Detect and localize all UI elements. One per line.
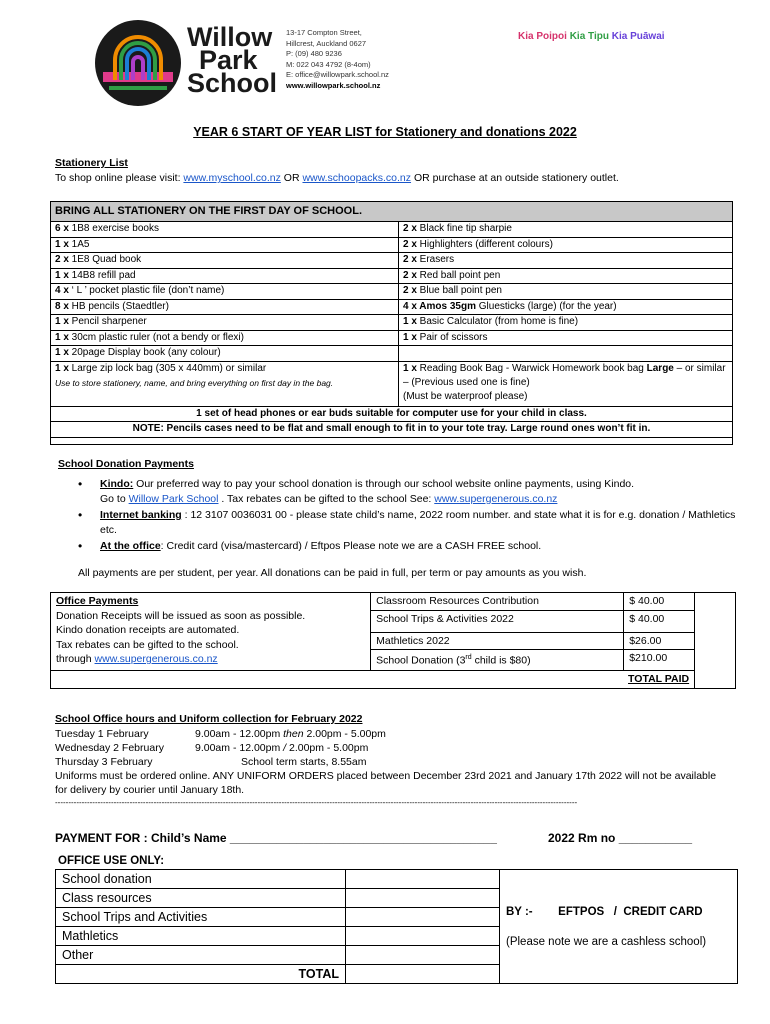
supergenerous-link[interactable]: www.supergenerous.co.nz xyxy=(94,653,218,665)
office-payments-info: Office Payments Donation Receipts will be issued as soon as possible. Kindo donation receipts are automated. Tax rebates can be gifted to the school. through www.supergenerous.co.nz xyxy=(51,593,371,671)
stationery-row xyxy=(51,346,733,362)
stationery-item-left: 6 x 1B8 exercise books xyxy=(51,222,399,238)
total-label: TOTAL xyxy=(56,965,346,984)
mobile-line: M: 022 043 4792 (8-4om) xyxy=(286,59,371,69)
stationery-row xyxy=(51,237,733,253)
stationery-item-right: 2 x Black fine tip sharpie xyxy=(399,222,733,238)
stationery-item-left: 1 x 20page Display book (any colour) xyxy=(51,346,399,362)
uniform-note: Uniforms must be ordered online. ANY UNIFORM ORDERS placed between December 23rd 2021 and January 17th 2022 will not be available for delivery by courier until January 18th. xyxy=(55,770,717,796)
stationery-heading: Stationery List xyxy=(55,157,128,169)
amount-box[interactable] xyxy=(346,946,500,965)
office-use-label: School donation xyxy=(56,870,346,889)
stationery-table-heading: BRING ALL STATIONERY ON THE FIRST DAY OF SCHOOL. xyxy=(51,202,733,222)
office-use-label: School Trips and Activities xyxy=(56,908,346,927)
stationery-row xyxy=(51,222,733,238)
address-line: Hillcrest, Auckland 0627 xyxy=(286,38,367,48)
fee-label: School Trips & Activities 2022 xyxy=(371,610,624,632)
amount-box[interactable] xyxy=(346,927,500,946)
office-use-heading: OFFICE USE ONLY: xyxy=(58,855,165,867)
myschool-link[interactable]: www.myschool.co.nz xyxy=(183,172,281,184)
office-payments-heading: Office Payments xyxy=(56,595,139,607)
brand-park: Park xyxy=(199,45,258,75)
room-number-field[interactable]: 2022 Rm no ___________ xyxy=(548,831,693,845)
zip-bag-cell: 1 x Large zip lock bag (305 x 440mm) or similar Use to store stationery, name, and bring everything on first day in the bag. xyxy=(51,361,399,406)
cut-line-divider: ---------------------------------------------------------------------------------------------------------------------------------------------------------------------------------------------------- xyxy=(55,798,578,807)
total-paid-label: TOTAL PAID xyxy=(51,671,695,689)
stationery-row xyxy=(51,268,733,284)
page-title: YEAR 6 START OF YEAR LIST for Stationery and donations 2022 xyxy=(193,125,577,139)
amount-box[interactable] xyxy=(346,870,500,889)
motto-part: Kia Tipu xyxy=(569,31,609,42)
amount-box[interactable] xyxy=(346,908,500,927)
total-box[interactable] xyxy=(346,965,500,984)
schoopacks-link[interactable]: www.schoopacks.co.nz xyxy=(302,172,412,184)
brand-school: School xyxy=(187,68,278,98)
office-payments-table xyxy=(50,592,736,689)
stationery-item-right: 2 x Erasers xyxy=(399,253,733,269)
school-motto xyxy=(518,31,665,42)
supergenerous-link[interactable]: www.supergenerous.co.nz xyxy=(434,492,558,505)
stationery-row xyxy=(51,330,733,346)
stationery-row xyxy=(51,299,733,315)
brand-willow: Willow xyxy=(187,22,273,52)
internet-banking-item: • Internet banking : 12 3107 0036031 00 - please state child’s name, 2022 room number. and state what it is for e.g. donation / Mathletics etc. xyxy=(78,508,738,537)
stationery-item-right: 1 x Pair of scissors xyxy=(399,330,733,346)
office-use-label: Other xyxy=(56,946,346,965)
office-use-label: Mathletics xyxy=(56,927,346,946)
motto-part: Kia Poipoi xyxy=(518,31,567,42)
fee-amount: $ 40.00 xyxy=(624,610,695,632)
hours-row: Thursday 3 February School term starts, 8.55am xyxy=(55,756,367,768)
school-logo xyxy=(95,18,280,108)
logo-emblem xyxy=(95,20,181,106)
stationery-item-right: 2 x Red ball point pen xyxy=(399,268,733,284)
fee-label: Mathletics 2022 xyxy=(371,632,624,650)
zip-bag-note: Use to store stationery, name, and bring everything on first day in the bag. xyxy=(55,377,334,388)
contact-details xyxy=(286,28,389,91)
email-line: E: office@willowpark.school.nz xyxy=(286,70,389,79)
office-hours-heading: School Office hours and Uniform collection for February 2022 xyxy=(55,713,363,725)
stationery-item-right: 4 x Amos 35gm Gluesticks (large) (for the year) xyxy=(399,299,733,315)
address-line: 13-17 Compton Street, xyxy=(286,28,362,37)
office-payment-item: • At the office: Credit card (visa/mastercard) / Eftpos Please note we are a CASH FREE school. xyxy=(78,539,738,554)
fee-label: School Donation (3rd child is $80) xyxy=(371,650,624,671)
reading-bag-cell: 1 x Reading Book Bag - Warwick Homework book bag Large – or similar – (Previous used one is fine) (Must be waterproof please) xyxy=(399,361,733,406)
website-link[interactable]: www.willowpark.school.nz xyxy=(286,80,381,90)
rainbow-arch-icon xyxy=(95,20,181,106)
shop-online-text: To shop online please visit: www.myschool.co.nz OR www.schoopacks.co.nz OR purchase at an outside stationery outlet. xyxy=(55,172,619,184)
fee-amount: $ 40.00 xyxy=(624,593,695,611)
stationery-table xyxy=(50,201,733,445)
payment-method-options: BY :- EFTPOS / CREDIT CARD xyxy=(506,905,703,918)
stationery-row xyxy=(51,284,733,300)
stationery-item-right: 2 x Blue ball point pen xyxy=(399,284,733,300)
pencil-case-note: NOTE: Pencils cases need to be flat and small enough to fit in to your tote tray. Large round ones won’t fit in. xyxy=(51,422,733,438)
hours-row: Wednesday 2 February 9.00am - 12.00pm / 2.00pm - 5.00pm xyxy=(55,742,369,754)
phone-line: P: (09) 480 9236 xyxy=(286,49,342,58)
fee-amount: $26.00 xyxy=(624,632,695,650)
stationery-item-left: 1 x 1A5 xyxy=(51,237,399,253)
stationery-item-right: 1 x Basic Calculator (from home is fine) xyxy=(399,315,733,331)
stationery-item-right: 2 x Highlighters (different colours) xyxy=(399,237,733,253)
office-hours xyxy=(55,727,725,808)
spacer-row xyxy=(51,437,733,444)
stationery-item-right xyxy=(399,346,733,362)
stationery-item-left: 4 x ‘ L ’ pocket plastic file (don’t name) xyxy=(51,284,399,300)
fee-amount: $210.00 xyxy=(624,650,695,671)
stationery-item-left: 1 x Pencil sharpener xyxy=(51,315,399,331)
stationery-row xyxy=(51,253,733,269)
brand-name xyxy=(187,22,278,98)
stationery-item-left: 1 x 14B8 refill pad xyxy=(51,268,399,284)
fee-label: Classroom Resources Contribution xyxy=(371,593,624,611)
payment-method-cell xyxy=(500,870,738,984)
kindo-item: • Kindo: Our preferred way to pay your school donation is through our school website online payments, using Kindo. Go to Willow Park School . Tax rebates can be gifted to the school See: www.supergenerous.co.nz xyxy=(78,477,738,506)
stationery-item-left: 1 x 30cm plastic ruler (not a bendy or flexi) xyxy=(51,330,399,346)
cashless-note: (Please note we are a cashless school) xyxy=(506,935,707,948)
motto-part: Kia Puāwai xyxy=(611,31,665,42)
willow-park-link[interactable]: Willow Park School xyxy=(128,492,219,505)
paid-column xyxy=(695,593,736,689)
stationery-row xyxy=(51,315,733,331)
headphones-note: 1 set of head phones or ear buds suitable for computer use for your child in class. xyxy=(51,406,733,422)
child-name-field[interactable]: PAYMENT FOR : Child’s Name ________________________________________ xyxy=(55,831,497,845)
payment-methods-list xyxy=(60,477,738,556)
stationery-item-left: 8 x HB pencils (Staedtler) xyxy=(51,299,399,315)
stationery-item-left: 2 x 1E8 Quad book xyxy=(51,253,399,269)
amount-box[interactable] xyxy=(346,889,500,908)
office-use-label: Class resources xyxy=(56,889,346,908)
hours-row: Tuesday 1 February 9.00am - 12.00pm then 2.00pm - 5.00pm xyxy=(55,728,386,740)
all-payments-note: All payments are per student, per year. All donations can be paid in full, per term or pay amounts as you wish. xyxy=(78,567,587,579)
office-use-table xyxy=(55,869,738,984)
donation-heading: School Donation Payments xyxy=(58,458,194,470)
